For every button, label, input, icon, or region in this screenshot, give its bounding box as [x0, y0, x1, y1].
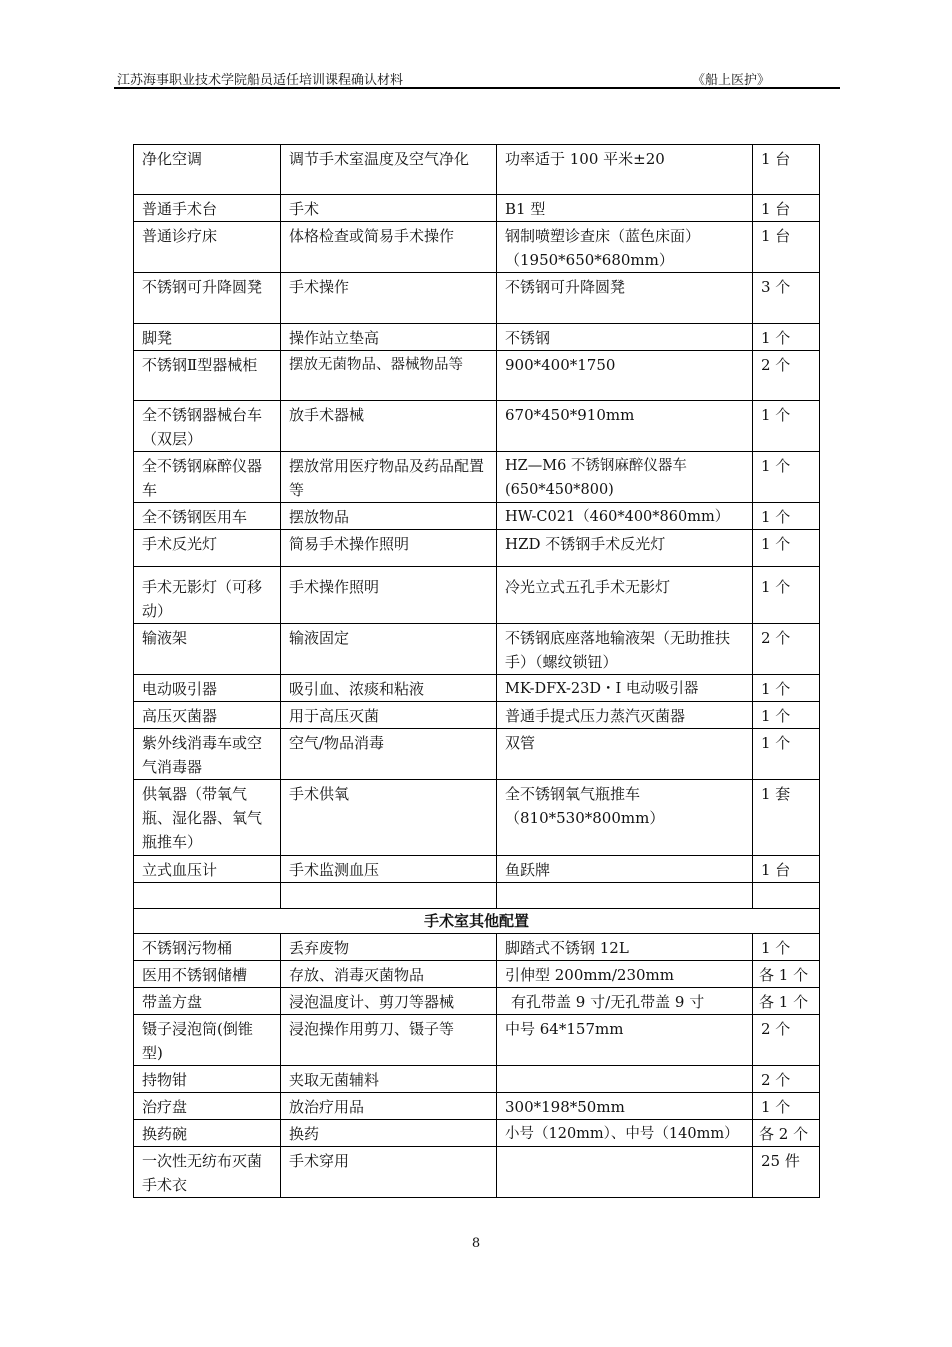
item-use: 存放、消毒灭菌物品	[281, 961, 497, 988]
item-spec: B1 型	[497, 195, 753, 222]
table-row	[134, 145, 820, 195]
item-name: 医用不锈钢储槽	[134, 961, 281, 988]
table-row	[134, 1147, 820, 1198]
item-qty: 1 个	[753, 1093, 820, 1120]
table-row	[134, 195, 820, 222]
item-use: 换药	[281, 1120, 497, 1147]
item-spec: 不锈钢可升降圆凳	[497, 273, 753, 324]
item-name: 输液架	[134, 624, 281, 675]
item-spec: 双管	[497, 729, 753, 780]
item-name: 紫外线消毒车或空气消毒器	[134, 729, 281, 780]
table-row	[134, 675, 820, 702]
table-row	[134, 530, 820, 567]
table-row	[134, 988, 820, 1015]
item-use: 摆放物品	[281, 503, 497, 530]
table-row	[134, 401, 820, 452]
section-row	[134, 909, 820, 934]
table-row	[134, 1120, 820, 1147]
table-row	[134, 1015, 820, 1066]
item-qty: 3 个	[753, 273, 820, 324]
header-rule	[114, 87, 840, 89]
item-name: 全不锈钢器械台车（双层）	[134, 401, 281, 452]
item-qty: 1 台	[753, 145, 820, 195]
item-qty: 1 个	[753, 324, 820, 351]
item-use: 调节手术室温度及空气净化	[281, 145, 497, 195]
empty-cell	[753, 883, 820, 909]
item-qty: 1 个	[753, 567, 820, 624]
item-name: 电动吸引器	[134, 675, 281, 702]
item-qty: 1 个	[753, 729, 820, 780]
item-qty: 1 个	[753, 452, 820, 503]
item-name: 换药碗	[134, 1120, 281, 1147]
item-name: 手术反光灯	[134, 530, 281, 567]
item-use: 夹取无菌辅料	[281, 1066, 497, 1093]
item-spec: 引伸型 200mm/230mm	[497, 961, 753, 988]
item-use: 输液固定	[281, 624, 497, 675]
table-row	[134, 452, 820, 503]
table-row	[134, 324, 820, 351]
item-name: 带盖方盘	[134, 988, 281, 1015]
item-use: 放手术器械	[281, 401, 497, 452]
item-qty: 1 个	[753, 934, 820, 961]
page-header-right: 《船上医护》	[692, 73, 771, 88]
table-row	[134, 567, 820, 624]
item-name: 一次性无纺布灭菌手术衣	[134, 1147, 281, 1198]
table-row	[134, 273, 820, 324]
item-use: 空气/物品消毒	[281, 729, 497, 780]
page-header-left: 江苏海事职业技术学院船员适任培训课程确认材料	[117, 73, 404, 88]
item-use: 吸引血、浓痰和粘液	[281, 675, 497, 702]
item-qty: 1 台	[753, 222, 820, 273]
table-row	[134, 1066, 820, 1093]
equipment-table	[133, 144, 820, 1198]
item-use: 操作站立垫高	[281, 324, 497, 351]
table-row	[134, 856, 820, 883]
item-name: 持物钳	[134, 1066, 281, 1093]
item-spec: 中号 64*157mm	[497, 1015, 753, 1066]
item-spec: 不锈钢底座落地输液架（无助推扶手）（螺纹锁钮）	[497, 624, 753, 675]
item-spec: 不锈钢	[497, 324, 753, 351]
item-use: 丢弃废物	[281, 934, 497, 961]
item-use: 摆放常用医疗物品及药品配置等	[281, 452, 497, 503]
item-spec: 有孔带盖 9 寸/无孔带盖 9 寸	[497, 988, 753, 1015]
item-spec: 脚踏式不锈钢 12L	[497, 934, 753, 961]
item-spec: HZ—M6 不锈钢麻醉仪器车(650*450*800)	[497, 452, 753, 503]
section-title: 手术室其他配置	[134, 909, 820, 934]
item-spec: 全不锈钢氧气瓶推车（810*530*800mm）	[497, 780, 753, 856]
item-name: 不锈钢Ⅱ型器械柜	[134, 351, 281, 401]
item-use: 摆放无菌物品、器械物品等	[281, 351, 497, 401]
item-use: 手术操作	[281, 273, 497, 324]
item-qty: 2 个	[753, 1015, 820, 1066]
item-qty: 1 个	[753, 675, 820, 702]
item-spec: 小号（120mm）、中号（140mm）	[497, 1120, 753, 1147]
table-row	[134, 729, 820, 780]
empty-cell	[281, 883, 497, 909]
item-name: 供氧器（带氧气瓶、湿化器、氧气瓶推车）	[134, 780, 281, 856]
item-name: 全不锈钢麻醉仪器车	[134, 452, 281, 503]
item-use: 浸泡操作用剪刀、镊子等	[281, 1015, 497, 1066]
item-name: 普通手术台	[134, 195, 281, 222]
item-use: 手术操作照明	[281, 567, 497, 624]
item-qty: 1 个	[753, 530, 820, 567]
item-spec: MK-DFX-23D・I 电动吸引器	[497, 675, 753, 702]
empty-cell	[134, 883, 281, 909]
item-spec: HZD 不锈钢手术反光灯	[497, 530, 753, 567]
item-qty: 1 个	[753, 702, 820, 729]
table-row	[134, 961, 820, 988]
item-spec: 钢制喷塑诊查床（蓝色床面）（1950*650*680mm）	[497, 222, 753, 273]
item-use: 浸泡温度计、剪刀等器械	[281, 988, 497, 1015]
item-spec: 300*198*50mm	[497, 1093, 753, 1120]
item-use: 体格检查或简易手术操作	[281, 222, 497, 273]
item-name: 脚凳	[134, 324, 281, 351]
table-row	[134, 222, 820, 273]
item-name: 手术无影灯（可移动）	[134, 567, 281, 624]
item-name: 立式血压计	[134, 856, 281, 883]
table-row	[134, 624, 820, 675]
item-use: 手术供氧	[281, 780, 497, 856]
item-name: 高压灭菌器	[134, 702, 281, 729]
item-name: 不锈钢可升降圆凳	[134, 273, 281, 324]
item-name: 镊子浸泡筒(倒锥型)	[134, 1015, 281, 1066]
item-qty: 各 2 个	[753, 1120, 820, 1147]
item-use: 手术监测血压	[281, 856, 497, 883]
item-spec: 670*450*910mm	[497, 401, 753, 452]
item-spec: 冷光立式五孔手术无影灯	[497, 567, 753, 624]
item-qty: 25 件	[753, 1147, 820, 1198]
item-name: 不锈钢污物桶	[134, 934, 281, 961]
item-spec: 功率适于 100 平米±20	[497, 145, 753, 195]
item-name: 治疗盘	[134, 1093, 281, 1120]
item-spec	[497, 1147, 753, 1198]
item-name: 净化空调	[134, 145, 281, 195]
table-row	[134, 503, 820, 530]
item-use: 手术	[281, 195, 497, 222]
item-name: 全不锈钢医用车	[134, 503, 281, 530]
item-spec: 普通手提式压力蒸汽灭菌器	[497, 702, 753, 729]
item-use: 用于高压灭菌	[281, 702, 497, 729]
page-number: 8	[471, 1236, 481, 1251]
item-use: 放治疗用品	[281, 1093, 497, 1120]
item-use: 简易手术操作照明	[281, 530, 497, 567]
item-qty: 1 套	[753, 780, 820, 856]
empty-cell	[497, 883, 753, 909]
item-qty: 1 个	[753, 401, 820, 452]
table-row	[134, 934, 820, 961]
item-qty: 1 台	[753, 195, 820, 222]
item-qty: 各 1 个	[753, 988, 820, 1015]
item-name: 普通诊疗床	[134, 222, 281, 273]
item-spec: 鱼跃牌	[497, 856, 753, 883]
item-spec: HW-C021（460*400*860mm）	[497, 503, 753, 530]
item-qty: 1 个	[753, 503, 820, 530]
item-qty: 2 个	[753, 624, 820, 675]
item-qty: 2 个	[753, 351, 820, 401]
item-use: 手术穿用	[281, 1147, 497, 1198]
item-qty: 各 1 个	[753, 961, 820, 988]
item-qty: 2 个	[753, 1066, 820, 1093]
table-row	[134, 1093, 820, 1120]
table-row	[134, 351, 820, 401]
item-spec	[497, 1066, 753, 1093]
empty-row	[134, 883, 820, 909]
item-qty: 1 台	[753, 856, 820, 883]
table-row	[134, 780, 820, 856]
item-spec: 900*400*1750	[497, 351, 753, 401]
table-row	[134, 702, 820, 729]
